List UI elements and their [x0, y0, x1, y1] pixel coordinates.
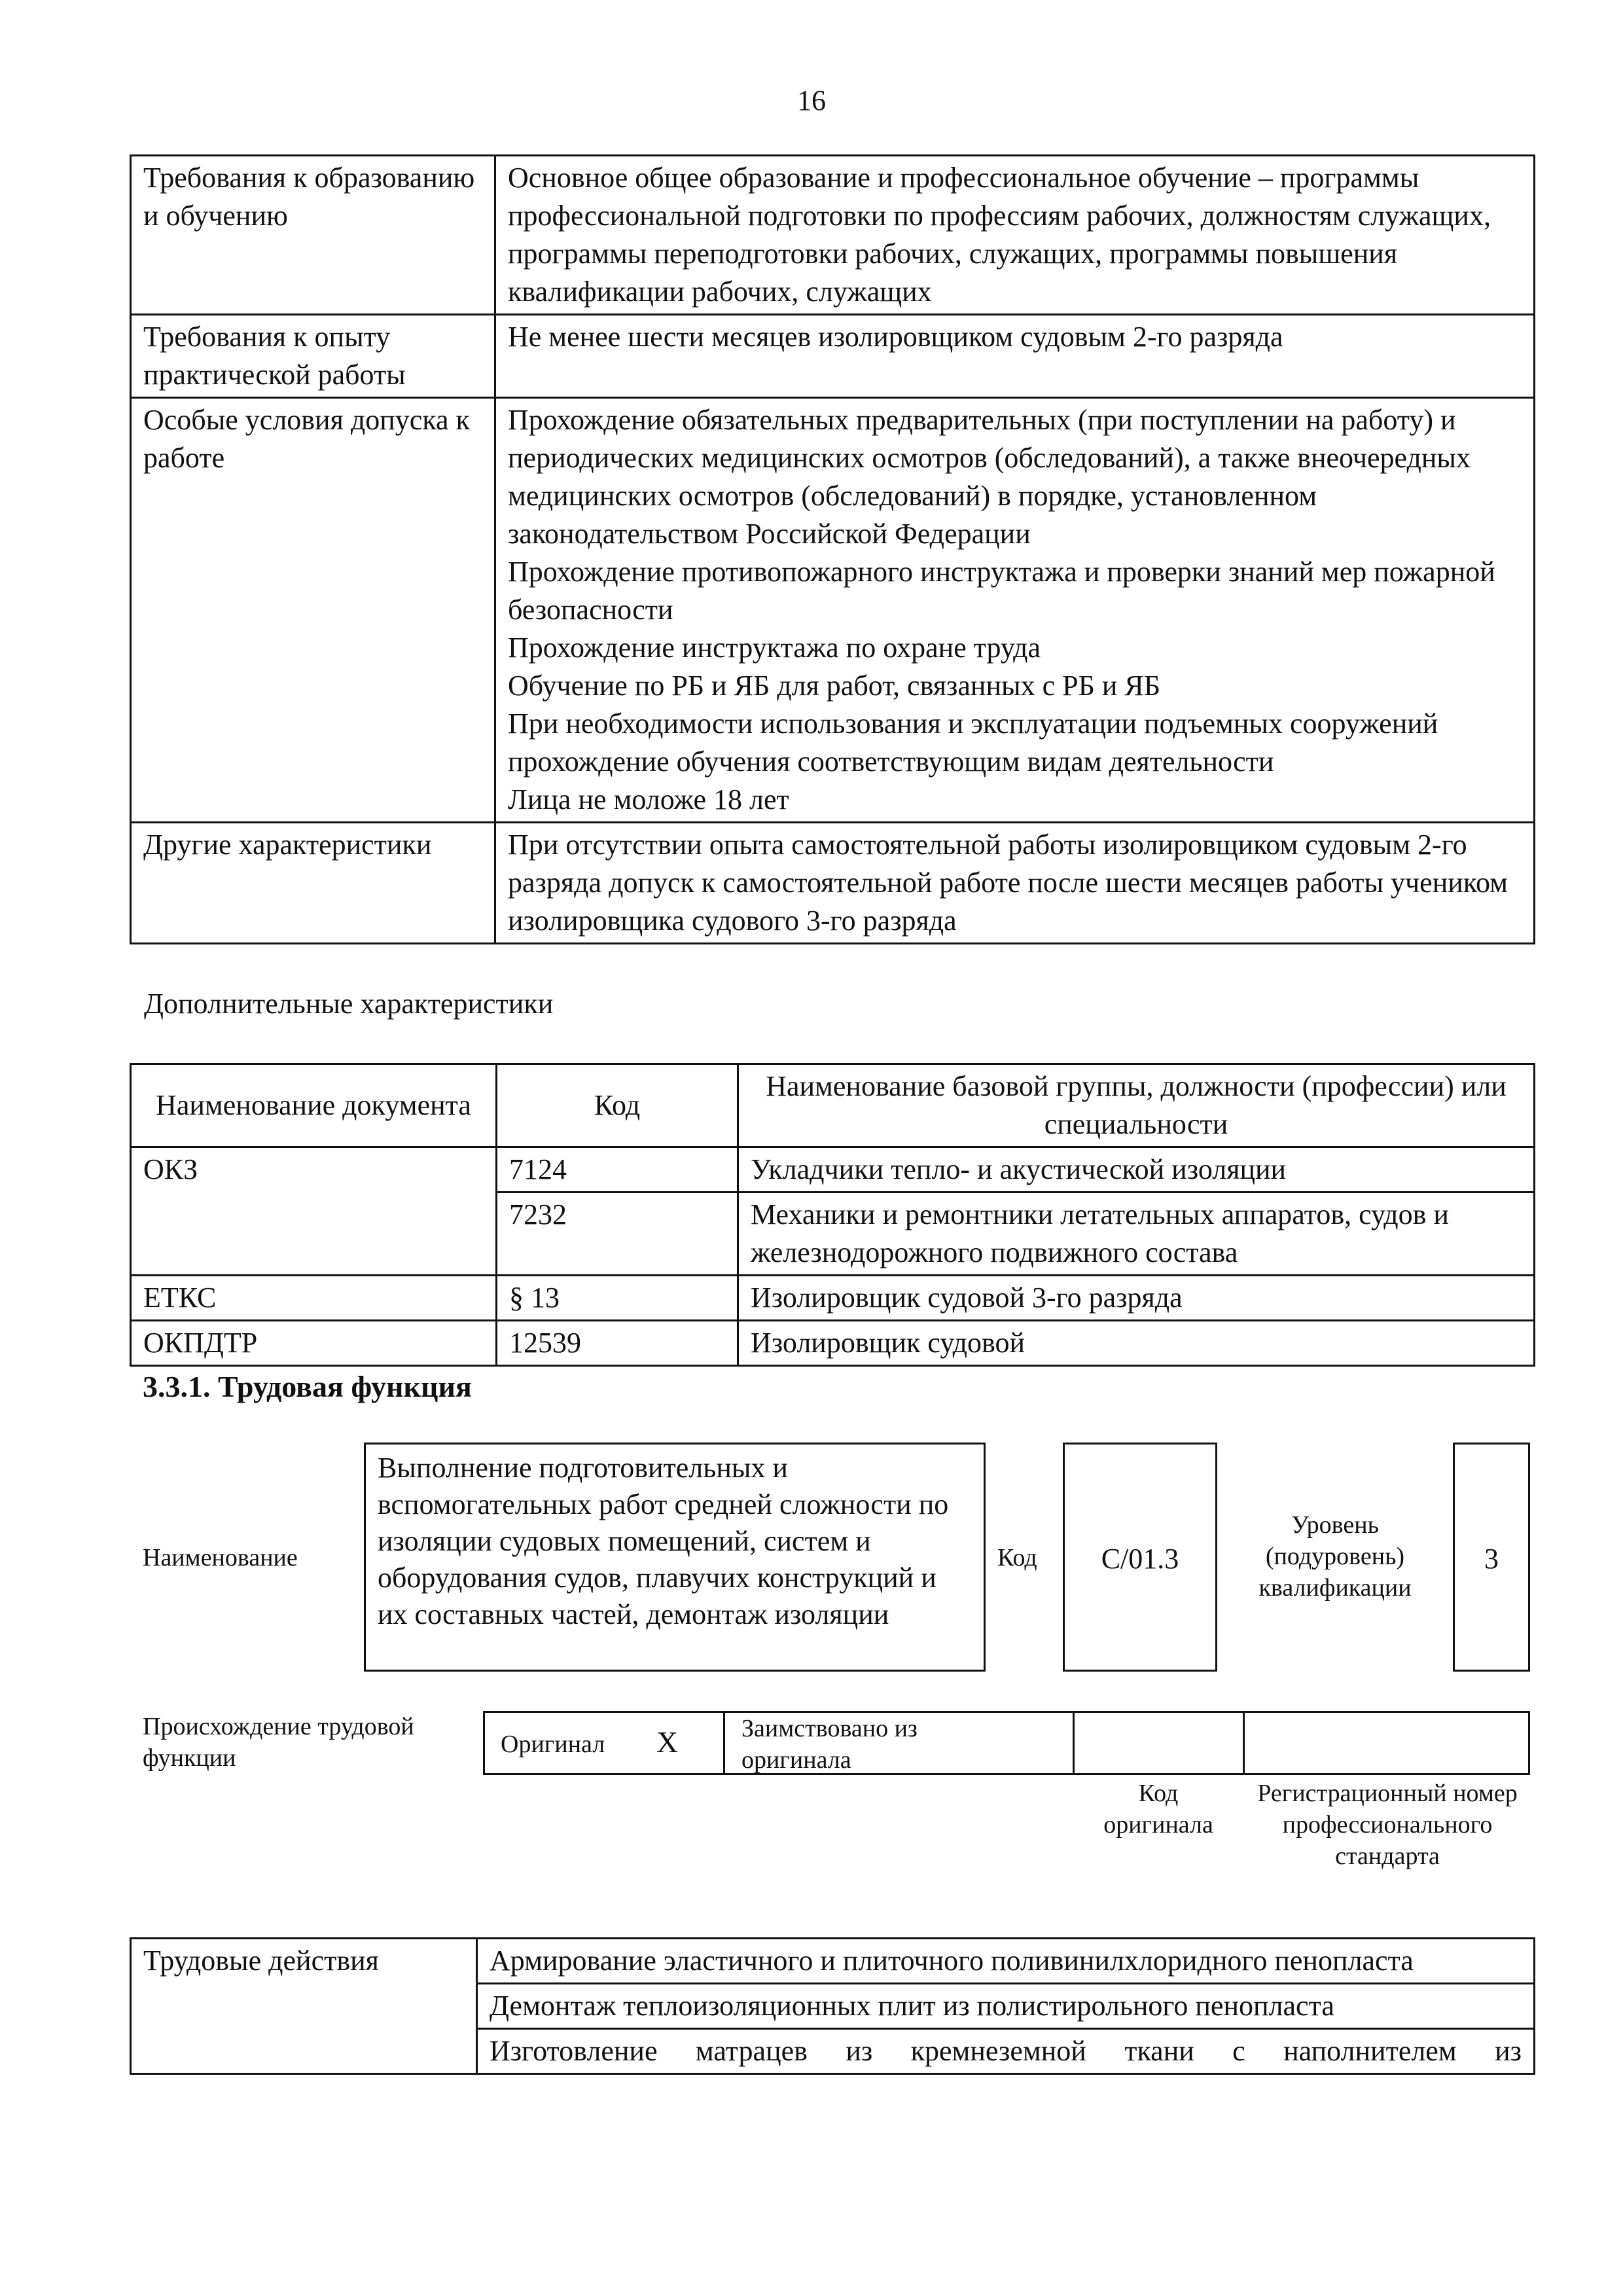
original-label: Оригинал: [501, 1731, 605, 1758]
table-row: [131, 315, 1535, 398]
requirements-table: [130, 154, 1535, 944]
cell-code: § 13: [497, 1276, 738, 1321]
row-label: Другие характеристики: [131, 823, 495, 944]
function-code-value: C/01.3: [1101, 1543, 1179, 1575]
condition-line: При необходимости использования и эксплуатации подъемных сооружений прохождение обучения соответствующим видам деятельности: [508, 708, 1438, 778]
cell-name: Укладчики тепло- и акустической изоляции: [738, 1147, 1535, 1193]
cell-doc: ЕТКС: [131, 1276, 497, 1321]
row-value: Основное общее образование и профессиональное обучение – программы профессиональной подготовки по профессиям рабочих, должностям служащих, программы переподготовки рабочих, служащих, программы повышения квалификации рабочих, служащих: [495, 156, 1535, 315]
function-heading: 3.3.1. Трудовая функция: [143, 1370, 472, 1403]
row-value: Не менее шести месяцев изолировщиком судовым 2-го разряда: [495, 315, 1535, 398]
page-number: 16: [797, 84, 826, 117]
origin-divider: [1073, 1713, 1075, 1773]
cell-name: Механики и ремонтники летательных аппаратов, судов и железнодорожного подвижного состава: [738, 1193, 1535, 1276]
table-row: [131, 1939, 1535, 1984]
condition-line: Прохождение противопожарного инструктажа и проверки знаний мер пожарной безопасности: [508, 556, 1495, 626]
level-label: Уровень (подуровень) квалификации: [1258, 1511, 1412, 1602]
action-item: Армирование эластичного и плиточного поливинилхлоридного пенопласта: [477, 1939, 1535, 1984]
condition-line: Лица не моложе 18 лет: [508, 783, 789, 816]
action-item: Изготовление матрацев из кремнеземной ткани с наполнителем из: [477, 2029, 1535, 2074]
row-label: Особые условия допуска к работе: [131, 398, 495, 823]
table-row: [131, 1147, 1535, 1193]
origin-label: Происхождение трудовой функции: [143, 1713, 414, 1772]
row-label: Требования к опыту практической работы: [131, 315, 495, 398]
table-row: [131, 156, 1535, 315]
header-name: Наименование базовой группы, должности (профессии) или специальности: [738, 1064, 1535, 1147]
level-value: 3: [1484, 1543, 1499, 1575]
row-value: [495, 398, 1535, 823]
cell-code: 7124: [497, 1147, 738, 1193]
original-mark: X: [656, 1725, 679, 1759]
cell-doc: ОКПДТР: [131, 1321, 497, 1366]
cell-code: 7232: [497, 1193, 738, 1276]
original-code-caption: Код оригинала: [1103, 1780, 1213, 1839]
borrowed-label: Заимствовано из оригинала: [741, 1715, 918, 1774]
table-row: [131, 1321, 1535, 1366]
cell-name: Изолировщик судовой 3-го разряда: [738, 1276, 1535, 1321]
action-item: Демонтаж теплоизоляционных плит из полистирольного пенопласта: [477, 1984, 1535, 2029]
level-box: [1453, 1443, 1530, 1672]
cell-code: 12539: [497, 1321, 738, 1366]
function-code-box: [1063, 1443, 1217, 1672]
reg-number-caption: Регистрационный номер профессионального стандарта: [1257, 1780, 1518, 1870]
row-label: Требования к образованию и обучению: [131, 156, 495, 315]
header-code: Код: [497, 1064, 738, 1147]
cell-doc: ОКЗ: [131, 1147, 497, 1276]
function-name-box: [364, 1443, 986, 1672]
row-value: При отсутствии опыта самостоятельной работы изолировщиком судовым 2-го разряда допуск к самостоятельной работе после шести месяцев работы учеником изолировщика судового 3-го разряда: [495, 823, 1535, 944]
condition-line: Прохождение инструктажа по охране труда: [508, 632, 1041, 664]
function-code-label: Код: [997, 1544, 1037, 1571]
function-name-value: Выполнение подготовительных и вспомогательных работ средней сложности по изоляции судовых помещений, систем и оборудования судов, плавучих конструкций и их составных частей, демонтаж изоляции: [378, 1452, 949, 1630]
cell-name: Изолировщик судовой: [738, 1321, 1535, 1366]
table-row: [131, 398, 1535, 823]
origin-divider: [723, 1713, 725, 1773]
table-row: [131, 1276, 1535, 1321]
actions-label: Трудовые действия: [131, 1939, 477, 2074]
origin-divider: [1243, 1713, 1245, 1773]
additional-table: [130, 1063, 1535, 1367]
actions-table: [130, 1937, 1535, 2075]
condition-line: Прохождение обязательных предварительных (при поступлении на работу) и периодических медицинских осмотров (обследований), а также внеочередных медицинских осмотров (обследований) в порядке, установленном законодательством Российской Федерации: [508, 404, 1471, 550]
additional-title: Дополнительные характеристики: [144, 988, 554, 1020]
origin-row: [483, 1711, 1530, 1775]
table-row: [131, 823, 1535, 944]
function-name-label: Наименование: [143, 1544, 298, 1571]
table-header-row: [131, 1064, 1535, 1147]
condition-line: Обучение по РБ и ЯБ для работ, связанных с РБ и ЯБ: [508, 670, 1161, 702]
header-doc: Наименование документа: [131, 1064, 497, 1147]
